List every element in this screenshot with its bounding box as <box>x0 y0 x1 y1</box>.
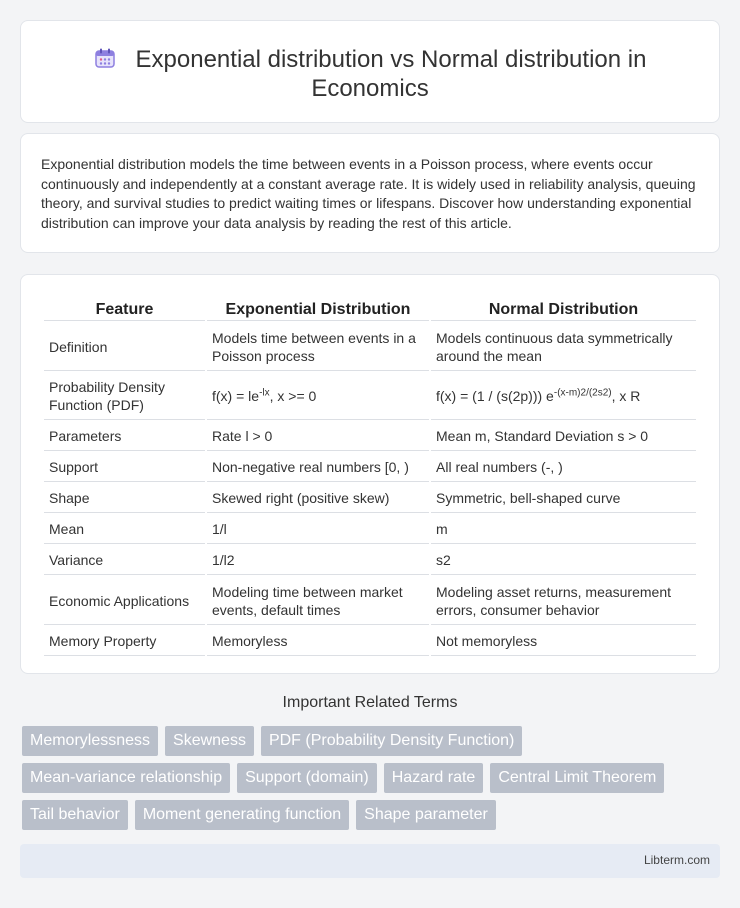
title-card <box>20 20 720 123</box>
related-term-tag[interactable]: Mean-variance relationship <box>22 763 230 793</box>
page-title <box>21 45 719 103</box>
related-term-tag[interactable]: Shape parameter <box>356 800 496 830</box>
table-row <box>44 453 696 482</box>
row-normal: All real numbers (-, ) <box>431 453 696 482</box>
row-feature: Support <box>44 453 205 482</box>
header-exponential: Exponential Distribution <box>207 297 429 321</box>
row-exponential: 1/l <box>207 515 429 544</box>
row-normal: Modeling asset returns, measurement errors, consumer behavior <box>431 577 696 625</box>
related-term-tag[interactable]: Memorylessness <box>22 726 158 756</box>
row-feature: Probability Density Function (PDF) <box>44 373 205 420</box>
title-line-1: Exponential distribution vs Normal distribution in <box>135 46 647 73</box>
table-row <box>44 627 696 656</box>
table-row <box>44 577 696 625</box>
table-row <box>44 515 696 544</box>
intro-card <box>20 133 720 253</box>
table-row <box>44 323 696 371</box>
comparison-table <box>42 295 698 658</box>
row-feature: Mean <box>44 515 205 544</box>
formula-base: f(x) = le <box>212 388 260 404</box>
formula-tail: , x >= 0 <box>269 388 317 404</box>
title-line-2: Economics <box>311 75 429 102</box>
row-exponential: Rate l > 0 <box>207 422 429 451</box>
comparison-card <box>20 274 720 674</box>
row-normal: Not memoryless <box>431 627 696 656</box>
header-normal: Normal Distribution <box>431 297 696 321</box>
row-exponential: Skewed right (positive skew) <box>207 484 429 513</box>
row-normal: m <box>431 515 696 544</box>
related-term-tag[interactable]: Hazard rate <box>384 763 484 793</box>
row-feature: Definition <box>44 323 205 371</box>
formula-base: f(x) = (1 / (s(2p))) e <box>436 388 554 404</box>
related-term-tag[interactable]: Support (domain) <box>237 763 377 793</box>
table-row <box>44 422 696 451</box>
row-normal: Symmetric, bell-shaped curve <box>431 484 696 513</box>
row-exponential: Memoryless <box>207 627 429 656</box>
related-term-tag[interactable]: Moment generating function <box>135 800 349 830</box>
row-exponential-formula <box>207 373 429 420</box>
related-terms-heading: Important Related Terms <box>282 694 458 711</box>
related-term-tag[interactable]: Central Limit Theorem <box>490 763 664 793</box>
table-row <box>44 373 696 420</box>
related-term-tag[interactable]: Tail behavior <box>22 800 128 830</box>
row-normal: s2 <box>431 546 696 575</box>
row-feature: Shape <box>44 484 205 513</box>
related-terms-list <box>22 726 702 830</box>
row-exponential: Models time between events in a Poisson process <box>207 323 429 371</box>
row-feature: Memory Property <box>44 627 205 656</box>
row-exponential: Non-negative real numbers [0, ) <box>207 453 429 482</box>
row-feature: Parameters <box>44 422 205 451</box>
row-feature: Variance <box>44 546 205 575</box>
related-term-tag[interactable]: Skewness <box>165 726 254 756</box>
calendar-icon <box>94 47 116 69</box>
row-exponential: Modeling time between market events, default times <box>207 577 429 625</box>
formula-exponent: -lx <box>259 387 270 399</box>
row-normal: Mean m, Standard Deviation s > 0 <box>431 422 696 451</box>
table-row <box>44 546 696 575</box>
table-row <box>44 484 696 513</box>
formula-tail: , x R <box>611 388 641 404</box>
related-term-tag[interactable]: PDF (Probability Density Function) <box>261 726 522 756</box>
formula-exponent: -(x-m)2/(2s2) <box>553 387 612 399</box>
row-exponential: 1/l2 <box>207 546 429 575</box>
footer <box>20 844 720 878</box>
row-normal-formula <box>431 373 696 420</box>
header-feature: Feature <box>44 297 205 321</box>
row-normal: Models continuous data symmetrically around the mean <box>431 323 696 371</box>
table-header-row <box>44 297 696 321</box>
footer-site-link[interactable]: Libterm.com <box>643 853 710 867</box>
row-feature: Economic Applications <box>44 577 205 625</box>
intro-paragraph: Exponential distribution models the time between events in a Poisson process, where events occur continuously and independently at a constant average rate. It is widely used in reliability analysis, queuing theory, and survival studies to predict waiting times or lifespans. Discover how understanding exponential distribution can improve your data analysis by reading the rest of this article. <box>41 156 696 231</box>
